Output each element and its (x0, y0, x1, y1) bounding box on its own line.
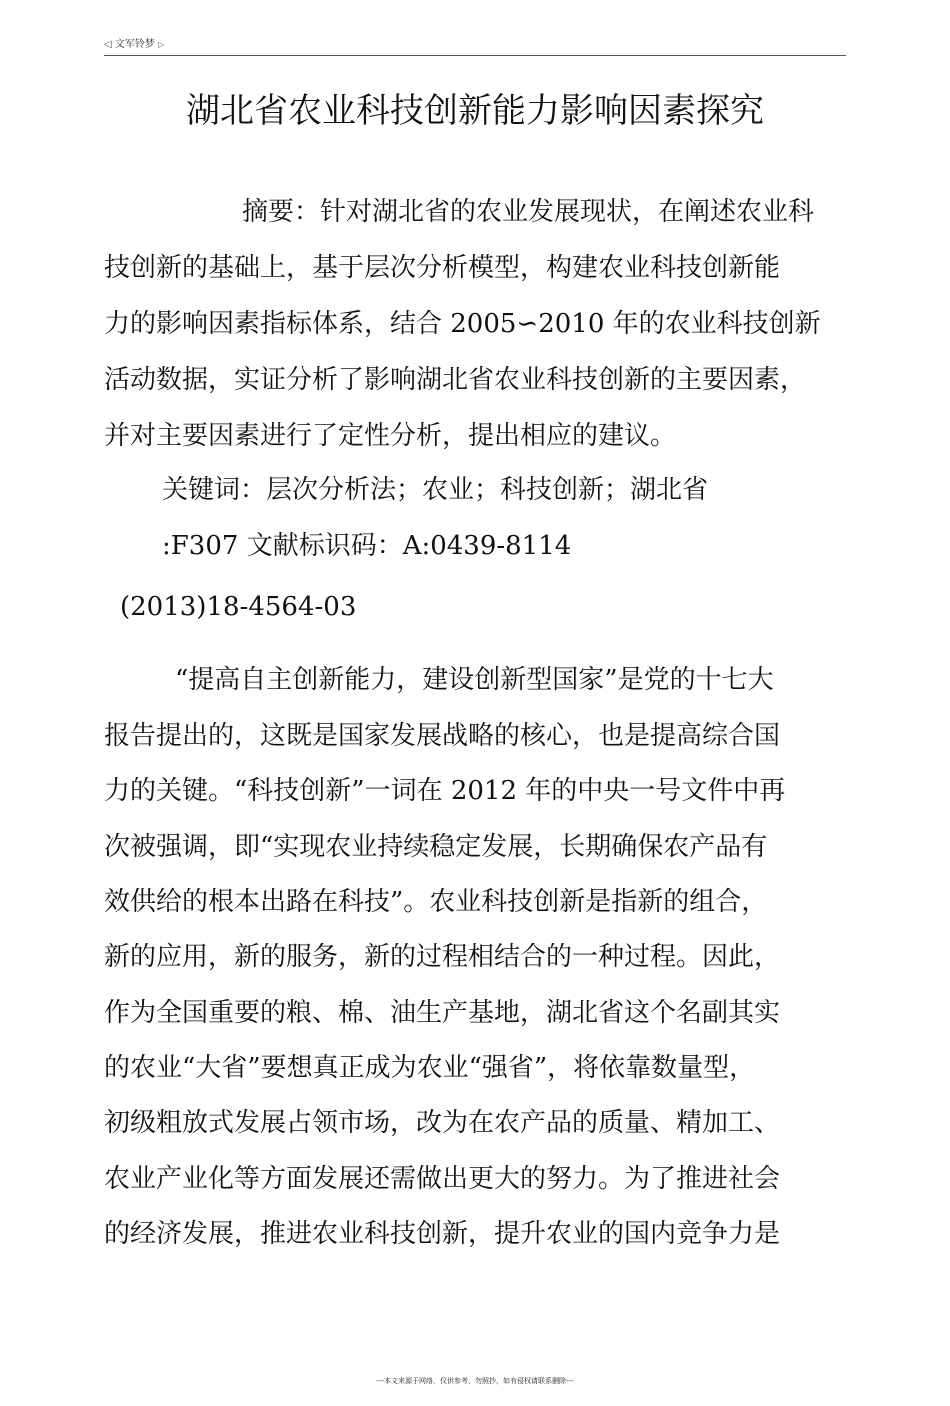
body-line: 的经济发展，推进农业科技创新，提升农业的国内竞争力是 (104, 1219, 781, 1249)
triangle-right-icon: ▷ (158, 40, 165, 49)
body-line: 效供给的根本出路在科技”。农业科技创新是指新的组合， (104, 887, 768, 917)
document-title: 湖北省农业科技创新能力影响因素探究 (186, 91, 764, 131)
abstract-line: 活动数据，实证分析了影响湖北省农业科技创新的主要因素， (104, 365, 807, 395)
body-line: 力的关键。“科技创新”一词在 2012 年的中央一号文件中再 (104, 776, 786, 806)
abstract-line: 力的影响因素指标体系，结合 2005∽2010 年的农业科技创新 (104, 309, 821, 339)
body-line: 新的应用，新的服务，新的过程相结合的一种过程。因此， (104, 942, 781, 972)
body-line: 次被强调，即“实现农业持续稳定发展，长期确保农产品有 (104, 832, 768, 862)
body-line: 农业产业化等方面发展还需做出更大的努力。为了推进社会 (104, 1164, 781, 1194)
page-header (104, 38, 846, 56)
header-text: 文军铃梦 (114, 39, 155, 50)
body-line: 初级粗放式发展占领市场，改为在农产品的质量、精加工、 (104, 1108, 781, 1138)
body-line: “提高自主创新能力，建设创新型国家”是党的十七大 (175, 665, 774, 695)
classification-line: :F307 文献标识码：A:0439-8114 (162, 531, 572, 561)
body-line: 的农业“大省”要想真正成为农业“强省”，将依靠数量型， (104, 1053, 756, 1083)
body-line: 报告提出的，这既是国家发展战略的核心，也是提高综合国 (104, 721, 781, 751)
keywords-line: 关键词：层次分析法；农业；科技创新；湖北省 (162, 475, 709, 505)
abstract-line: 技创新的基础上，基于层次分析模型，构建农业科技创新能 (104, 253, 781, 283)
header-label (104, 39, 164, 51)
triangle-left-icon: ◁ (104, 39, 112, 50)
body-line: 作为全国重要的粮、棉、油生产基地，湖北省这个名副其实 (104, 998, 781, 1028)
page-footer: ---本文来源于网络，仅供参考，勿照抄，如有侵权请联系删除--- (376, 1377, 574, 1385)
issue-line: (2013)18-4564-03 (120, 592, 357, 622)
abstract-line: 并对主要因素进行了定性分析，提出相应的建议。 (104, 421, 677, 451)
abstract-line: 摘要：针对湖北省的农业发展现状，在阐述农业科 (242, 197, 815, 227)
